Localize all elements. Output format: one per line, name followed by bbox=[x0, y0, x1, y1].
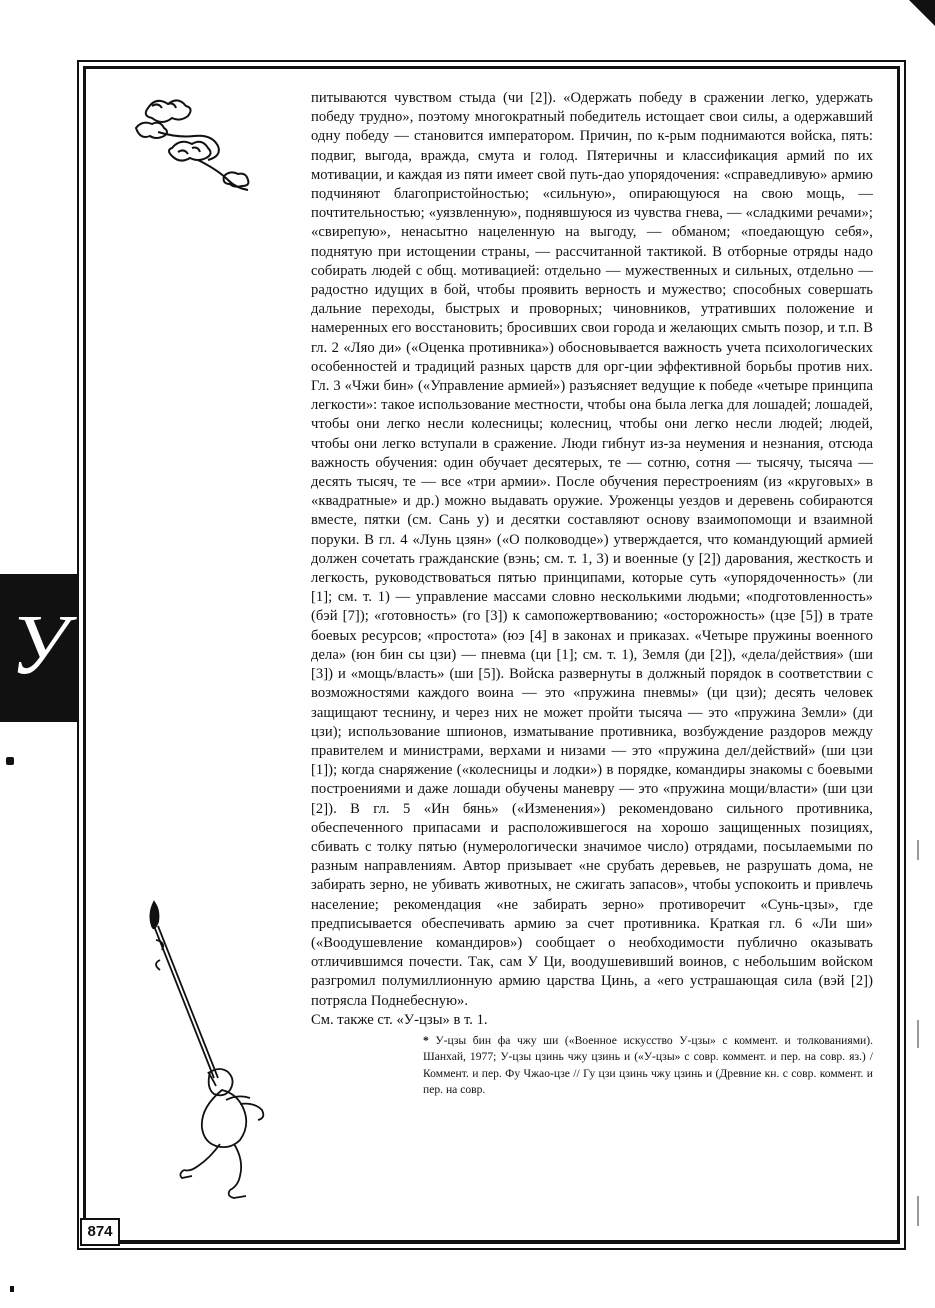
bottom-rule bbox=[120, 1240, 900, 1242]
bibliography-footnote bbox=[423, 1033, 873, 1099]
article-column bbox=[311, 89, 873, 1099]
warrior-illustration-icon bbox=[140, 900, 280, 1210]
footnote-star: * bbox=[423, 1033, 429, 1047]
page-number: 874 bbox=[80, 1218, 120, 1246]
right-edge-mark bbox=[917, 1196, 919, 1226]
right-edge-mark bbox=[917, 840, 919, 860]
margin-mark-bottom bbox=[10, 1286, 14, 1292]
cloud-ornament-icon bbox=[128, 88, 258, 198]
side-tab-letter: У bbox=[10, 596, 68, 692]
see-also-reference: См. также ст. «У-цзы» в т. 1. bbox=[311, 1011, 488, 1028]
margin-mark bbox=[6, 757, 14, 765]
article-body: питываются чувством стыда (чи [2]). «Одержать победу в сражении легко, удержать победу трудно», поэтому многократный победитель истощает свои силы, а одержавший одну победу — становится императором. Причин, по к-рым поднимаются войска, пять: подвиг, выгода, вражда, смута и голод. Пятеричны и классификация армий по их мотивации, и каждая из пяти имеет свой путь-дао упорядочения: «справедливую» армию подчиняют благопристойностью; «сильную», опирающуюся на свою мощь, — почтительностью; «уязвленную», поднявшуюся из чувства гнева, — «сладкими речами»; «свирепую», ненасытно нацеленную на выгоду, — обманом; «поедающую себя», поднятую при истощении страны, — рассчитанной тактикой. В отборные отряды надо собирать людей с общ. мотивацией: отдельно — мужественных и сильных, отдельно — радостно идущих в бой, чтобы проявить верность и мужество; способных совершать дальние переходы, быстрых и проворных; чиновников, утративших положение и намеренных его восстановить; бросивших свои города и желающих смыть позор, и т.п. В гл. 2 «Ляо ди» («Оценка противника») обосновывается важность учета психологических особенностей и традиций разных царств для орг-ции эффективной борьбы против них. Гл. 3 «Чжи бин» («Управление армией») разъясняет ведущие к победе «четыре принципа легкости»: такое использование местности, чтобы она была легка для лошадей; лошадей, чтобы они легко несли колесницы; колесниц, чтобы они легко несли людей; людей, чтобы они легко вступали в сражение. Люди гибнут из-за неумения и незнания, отсюда важность обучения: один обучает десятерых, те — сотню, сотня — тысячу, тысяча — десять тысяч, те — все «три армии». После обучения перестроениям (из «круговых» в «квадратные» и др.) можно выдавать оружие. Уроженцы уездов и деревень собираются вместе, пятки (см. Сань у) и десятки составляют основу взаимопомощи и взаимной поруки. В гл. 4 «Лунь цзян» («О полководце») утверждается, что командующий армией должен сочетать гражданские (вэнь; см. т. 1, 3) и военные (у [2]) дарования, жесткость и легкость, руководствоваться пятью принципами, которые суть «упорядоченность» (ли [1]; см. т. 1) — управление массами словно несколькими людьми; «подготовленность» (бэй [7]); «готовность» (го [3]) к самопожертвованию; «осторожность» (цзе [5]) в трате боевых ресурсов; «простота» (юэ [4] в законах и приказах. «Четыре пружины военного дела» (юн бин сы цзи) — пневма (ци [1]; см. т. 1), Земля (ди [2]), «дела/действия» (ши [3]) и «мощь/власть» (ши [5]). Войска развернуты в должный порядок в соответствии с возможностями каждого воина — это «пружина пневмы» (ци цзи); десять человек защищают теснину, и через них не может пройти тысяча — это «пружина Земли» (ди цзи); использование шпионов, изматывание противника, возбуждение раздоров между правителем и министрами, верхами и низами — это «пружина дел/действий» (ши цзи [1]); когда снаряжение («колесницы и лодки») в порядке, командиры знакомы с боевыми построениями и даже лошади обучены маневру — это «пружина мощи/власти» (ши цзи [2]). В гл. 5 «Ин бянь» («Изменения») рекомендовано сильного противника, обеспеченного припасами и расположившегося на хорошо защищенных позициях, сбивать с толку пятью (нумерологически значимое число) отрядами, посылаемыми по разным направлениям. Автор призывает «не срубать деревьев, не разрушать дома, не забирать зерно, не убивать животных, не сжигать запасов», чтобы успокоить и привлечь население; рекомендация «не забирать зерно» противоречит «Сунь-цзы», где предписывается обеспечивать армию за счет противника. Краткая гл. 6 «Ли ши» («Воодушевление командиров») сообщает о необходимости публично оказывать отличившимся почести. Так, сам У Ци, воодушевивший воинов, с небольшим войском разгромил полумиллионную армию царства Цинь, а «его устрашающая сила (вэй [2]) потрясла Поднебесную». bbox=[311, 90, 873, 1009]
right-edge-mark bbox=[917, 1020, 919, 1048]
corner-crop-mark bbox=[909, 0, 935, 26]
footnote-text: У-цзы бин фа чжу ши («Военное искусство У-цзы» с коммент. и толкованиями). Шанхай, 1977; У-цзы цзинь чжу цзинь и («У-цзы» с совр. коммент. и пер. на совр. яз.) / Коммент. и пер. Фу Чжао-цзе // Гу цзи цзинь чжу цзинь и (Древние кн. с совр. коммент. и пер. на совр. bbox=[423, 1033, 873, 1097]
